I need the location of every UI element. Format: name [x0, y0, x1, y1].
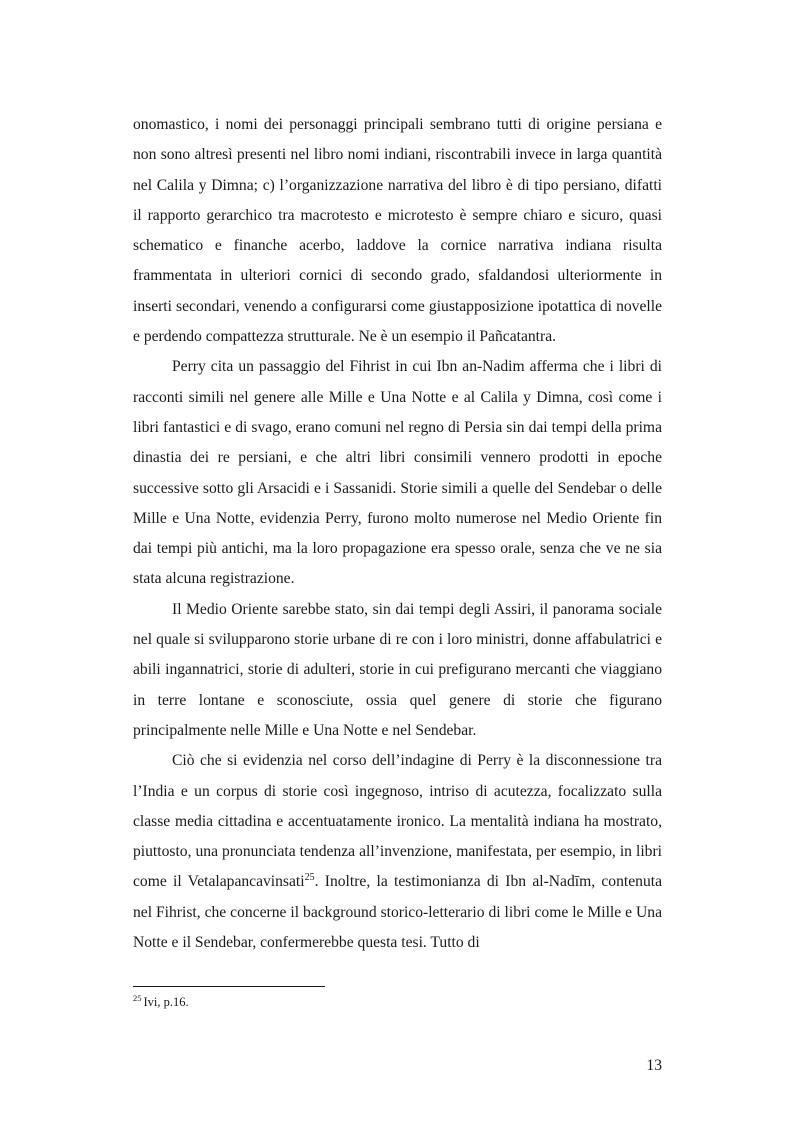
footnote-separator: [133, 986, 325, 987]
paragraph-3: Il Medio Oriente sarebbe stato, sin dai tempi degli Assiri, il panorama sociale nel quale si svilupparono storie urbane di re con i loro ministri, donne affabulatrici e abili ingannatrici, storie di adulteri, storie in cui prefigurano mercanti che viaggiano in terre lontane e sconosciute, ossia quel genere di storie che figurano principalmente nelle Mille e Una Notte e nel Sendebar.: [133, 600, 662, 739]
footnote: [133, 994, 189, 1010]
page-number: 13: [646, 1057, 662, 1074]
paragraph-4: [133, 746, 662, 958]
footnote-text: Ivi, p.16.: [143, 995, 189, 1009]
footnote-reference: 25: [304, 872, 315, 884]
body-text: [133, 110, 662, 958]
paragraph-4-part-2: . Inoltre, la testimonianza di Ibn al-Nadīm, contenuta nel Fihrist, che concerne il background storico-letterario di libri come le Mille e Una Notte e il Sendebar, confermerebbe questa tesi. Tutto di: [133, 873, 662, 952]
paragraph-1: onomastico, i nomi dei personaggi principali sembrano tutti di origine persiana e non sono altresì presenti nel libro nomi indiani, riscontrabili invece in larga quantità nel Calila y Dimna; c) l’organizzazione narrativa del libro è di tipo persiano, difatti il rapporto gerarchico tra macrotesto e microtesto è sempre chiaro e sicuro, quasi schematico e finanche acerbo, laddove la cornice narrativa indiana risulta frammentata in ulteriori cornici di secondo grado, sfaldandosi ulteriormente in inserti secondari, venendo a configurarsi come giustapposizione ipotattica di novelle e perdendo compattezza strutturale. Ne è un esempio il Pañcatantra.: [133, 116, 662, 346]
paragraph-2: Perry cita un passaggio del Fihrist in cui Ibn an-Nadim afferma che i libri di racconti simili nel genere alle Mille e Una Notte e al Calila y Dimna, così come i libri fantastici e di svago, erano comuni nel regno di Persia sin dai tempi della prima dinastia dei re persiani, e che altri libri consimili vennero prodotti in epoche successive sotto gli Arsacidi e i Sassanidi. Storie simili a quelle del Sendebar o delle Mille e Una Notte, evidenzia Perry, furono molto numerose nel Medio Oriente fin dai tempi più antichi, ma la loro propagazione era spesso orale, senza che ve ne sia stata alcuna registrazione.: [133, 358, 662, 588]
footnote-number: 25: [133, 992, 142, 1003]
paragraph-4-part-1: Ciò che si evidenzia nel corso dell’indagine di Perry è la disconnessione tra l’India e un corpus di storie così ingegnoso, intriso di acutezza, focalizzato sulla classe media cittadina e accentuatamente ironico. La mentalità indiana ha mostrato, piuttosto, una pronunciata tendenza all’invenzione, manifestata, per esempio, in libri come il Vetalapancavinsati: [133, 752, 662, 891]
